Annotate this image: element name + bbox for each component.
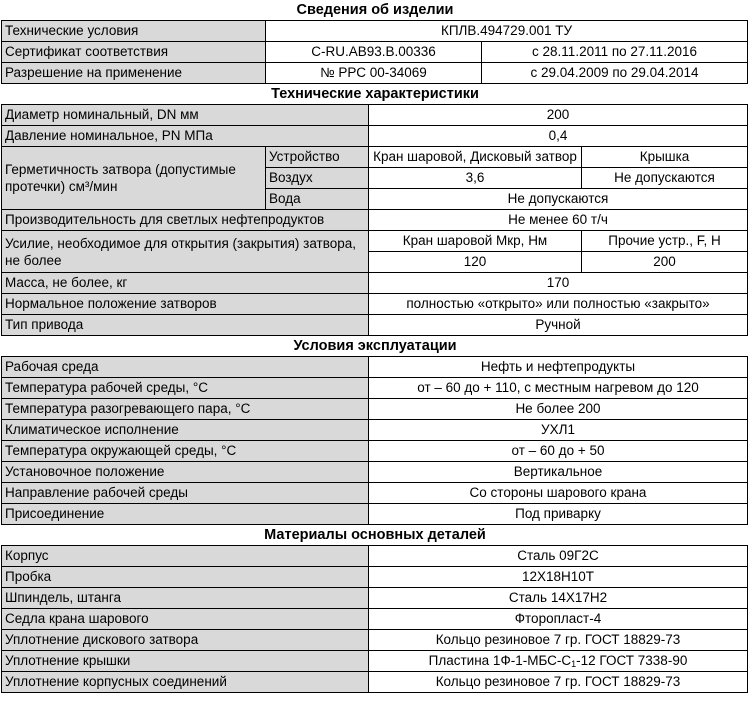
force-value-b: 200 (582, 252, 748, 273)
material-value: Сталь 09Г2С (369, 546, 748, 567)
material-value: Кольцо резиновое 7 гр. ГОСТ 18829-73 (369, 630, 748, 651)
condition-value: УХЛ1 (369, 420, 748, 441)
section-title-conditions: Условия эксплуатации (293, 338, 457, 354)
condition-value: Нефть и нефтепродукты (369, 357, 748, 378)
device-b: Крышка (582, 147, 748, 168)
material-label: Корпус (2, 546, 369, 567)
product-table (1, 20, 748, 84)
table-row (2, 21, 748, 42)
table-row (2, 273, 748, 294)
condition-value: от – 60 до + 50 (369, 441, 748, 462)
condition-label: Рабочая среда (2, 357, 369, 378)
condition-value: Вертикальное (369, 462, 748, 483)
table-row (2, 630, 748, 651)
condition-label: Направление рабочей среды (2, 483, 369, 504)
table-row (2, 294, 748, 315)
cert-value: C-RU.АВ93.В.00336 (266, 42, 482, 63)
normal-position-value: полностью «открыто» или полностью «закрыто» (369, 294, 748, 315)
table-row (2, 546, 748, 567)
materials-table (1, 545, 748, 693)
water-label: Вода (266, 189, 369, 210)
material-value: Сталь 14Х17Н2 (369, 588, 748, 609)
table-row (2, 567, 748, 588)
mass-value: 170 (369, 273, 748, 294)
table-row (2, 357, 748, 378)
condition-label: Установочное положение (2, 462, 369, 483)
perm-value: № РРС 00-34069 (266, 63, 482, 84)
device-a: Кран шаровой, Дисковый затвор (369, 147, 582, 168)
table-row (2, 210, 748, 231)
table-row (2, 399, 748, 420)
air-label: Воздух (266, 168, 369, 189)
force-label: Усилие, необходимое для открытия (закрытия) затвора, не более (2, 231, 369, 273)
specs-table (1, 104, 748, 336)
material-value-post: -12 ГОСТ 7338-90 (576, 653, 688, 668)
tightness-label: Герметичность затвора (допустимые протечки) см³/мин (2, 147, 266, 210)
dn-value: 200 (369, 105, 748, 126)
section-title-product: Сведения об изделии (296, 2, 454, 18)
perm-period: с 29.04.2009 по 29.04.2014 (482, 63, 748, 84)
tu-label: Технические условия (2, 21, 266, 42)
table-row (2, 672, 748, 693)
capacity-value: Не менее 60 т/ч (369, 210, 748, 231)
device-label: Устройство (266, 147, 369, 168)
force-value-a: 120 (369, 252, 582, 273)
table-row (2, 504, 748, 525)
material-label: Уплотнение крышки (2, 651, 369, 672)
condition-label: Температура разогревающего пара, °С (2, 399, 369, 420)
material-value: 12Х18Н10Т (369, 567, 748, 588)
condition-label: Температура окружающей среды, °С (2, 441, 369, 462)
cert-label: Сертификат соответствия (2, 42, 266, 63)
material-value (369, 651, 748, 672)
table-row (2, 105, 748, 126)
tu-value: КПЛВ.494729.001 ТУ (266, 21, 748, 42)
table-row (2, 462, 748, 483)
condition-label: Климатическое исполнение (2, 420, 369, 441)
table-row (2, 126, 748, 147)
material-label: Седла крана шарового (2, 609, 369, 630)
conditions-table (1, 356, 748, 525)
pn-value: 0,4 (369, 126, 748, 147)
table-row (2, 651, 748, 672)
air-b: Не допускаются (582, 168, 748, 189)
material-value-pre: Пластина 1Ф-1-МБС-С (428, 653, 572, 668)
spec-sheet (1, 0, 749, 693)
normal-position-label: Нормальное положение затворов (2, 294, 369, 315)
condition-label: Присоединение (2, 504, 369, 525)
section-title-specs: Технические характеристики (271, 86, 479, 102)
table-row (2, 441, 748, 462)
material-label: Пробка (2, 567, 369, 588)
condition-value: Не более 200 (369, 399, 748, 420)
condition-label: Температура рабочей среды, °С (2, 378, 369, 399)
table-row (2, 378, 748, 399)
table-row (2, 609, 748, 630)
material-label: Шпиндель, штанга (2, 588, 369, 609)
condition-value: от – 60 до + 110, с местным нагревом до 120 (369, 378, 748, 399)
table-row (2, 42, 748, 63)
drive-type-label: Тип привода (2, 315, 369, 336)
material-value-sub: 1 (571, 659, 577, 669)
dn-label: Диаметр номинальный, DN мм (2, 105, 369, 126)
section-title-materials: Материалы основных деталей (264, 527, 486, 543)
drive-type-value: Ручной (369, 315, 748, 336)
material-value: Фторопласт-4 (369, 609, 748, 630)
table-row (2, 63, 748, 84)
pn-label: Давление номинальное, PN МПа (2, 126, 369, 147)
table-row (2, 147, 748, 168)
table-row (2, 588, 748, 609)
material-label: Уплотнение дискового затвора (2, 630, 369, 651)
mass-label: Масса, не более, кг (2, 273, 369, 294)
air-a: 3,6 (369, 168, 582, 189)
perm-label: Разрешение на применение (2, 63, 266, 84)
table-row (2, 483, 748, 504)
condition-value: Под приварку (369, 504, 748, 525)
force-head-b: Прочие устр., F, Н (582, 231, 748, 252)
water-value: Не допускаются (369, 189, 748, 210)
material-label: Уплотнение корпусных соединений (2, 672, 369, 693)
cert-period: с 28.11.2011 по 27.11.2016 (482, 42, 748, 63)
table-row (2, 231, 748, 252)
table-row (2, 420, 748, 441)
force-head-a: Кран шаровой Мкр, Нм (369, 231, 582, 252)
capacity-label: Производительность для светлых нефтепродуктов (2, 210, 369, 231)
material-value: Кольцо резиновое 7 гр. ГОСТ 18829-73 (369, 672, 748, 693)
condition-value: Со стороны шарового крана (369, 483, 748, 504)
table-row (2, 315, 748, 336)
